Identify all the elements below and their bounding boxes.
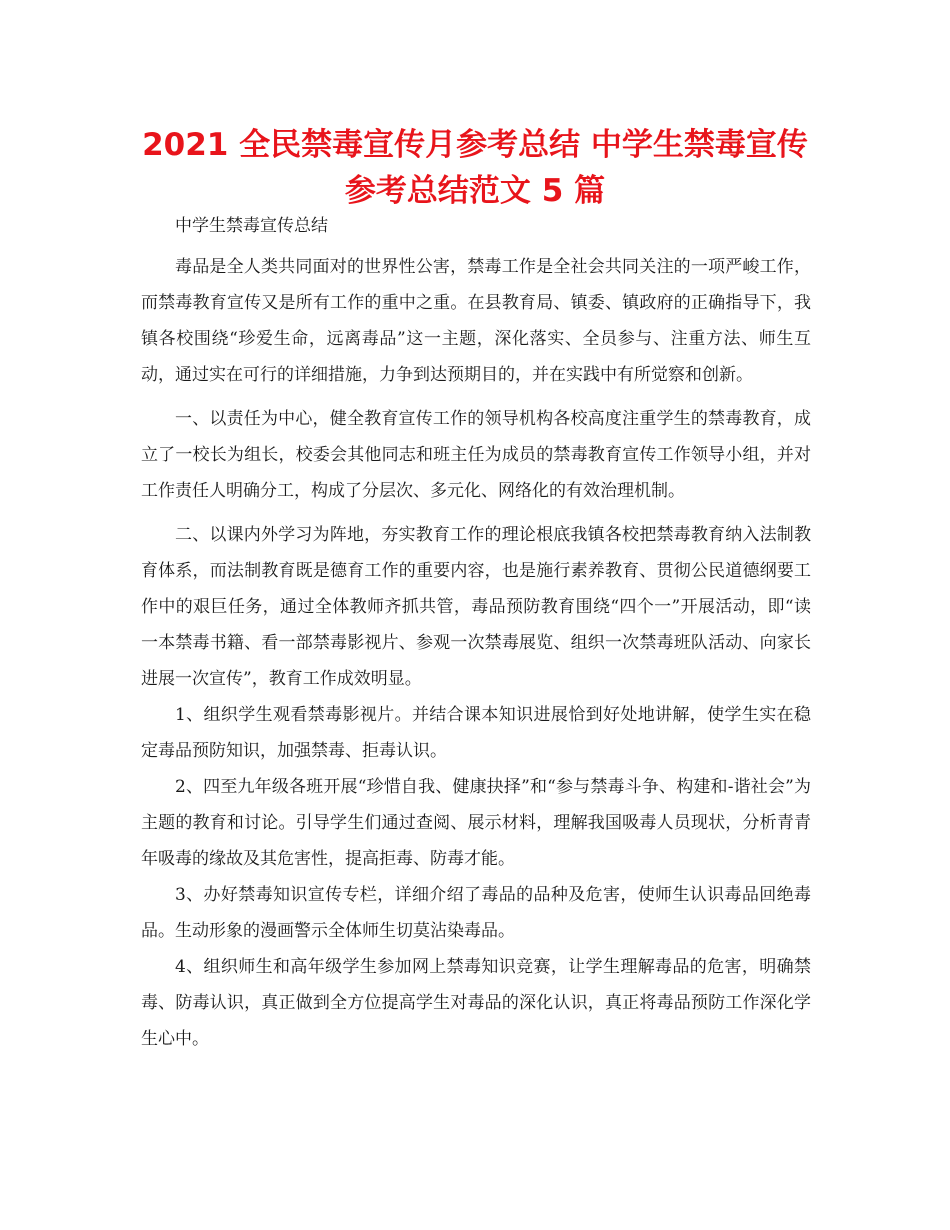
paragraph-section-2: 二、以课内外学习为阵地，夯实教育工作的理论根底我镇各校把禁毒教育纳入法制教育体系，而法制教育既是德育工作的重要内容，也是施行素养教育、贯彻公民道德纲要工作中的艰巨任务，通过全体教师齐抓共管，毒品预防教育围绕“四个一”开展活动，即“读一本禁毒书籍、看一部禁毒影视片、参观一次禁毒展览、组织一次禁毒班队活动、向家长进展一次宣传”，教育工作成效明显。	[141, 525, 811, 689]
paragraph-item-2: 2、四至九年级各班开展“珍惜自我、健康抉择”和“参与禁毒斗争、构建和-谐社会”为主题的教育和讨论。引导学生们通过查阅、展示材料，理解我国吸毒人员现状，分析青青年吸毒的缘故及其危害性，提高拒毒、防毒才能。	[141, 777, 811, 869]
title-line-1: 2021 全民禁毒宣传月参考总结 中学生禁毒宣传	[142, 127, 808, 163]
title-line-2: 参考总结范文 5 篇	[344, 173, 606, 209]
section-heading: 中学生禁毒宣传总结	[175, 216, 328, 236]
paragraph-intro: 毒品是全人类共同面对的世界性公害，禁毒工作是全社会共同关注的一项严峻工作，而禁毒教育宣传又是所有工作的重中之重。在县教育局、镇委、镇政府的正确指导下，我镇各校围绕“珍爱生命，远离毒品”这一主题，深化落实、全员参与、注重方法、师生互动，通过实在可行的详细措施，力争到达预期目的，并在实践中有所觉察和创新。	[141, 257, 811, 385]
paragraph-item-4: 4、组织师生和高年级学生参加网上禁毒知识竞赛，让学生理解毒品的危害，明确禁毒、防毒认识，真正做到全方位提高学生对毒品的深化认识，真正将毒品预防工作深化学生心中。	[141, 957, 811, 1049]
paragraph-section-1: 一、以责任为中心，健全教育宣传工作的领导机构各校高度注重学生的禁毒教育，成立了一校长为组长，校委会其他同志和班主任为成员的禁毒教育宣传工作领导小组，并对工作责任人明确分工，构成了分层次、多元化、网络化的有效治理机制。	[141, 409, 811, 501]
paragraph-item-1: 1、组织学生观看禁毒影视片。并结合课本知识进展恰到好处地讲解，使学生实在稳定毒品预防知识，加强禁毒、拒毒认识。	[141, 705, 811, 761]
document-body	[141, 215, 811, 1057]
document-title	[120, 122, 830, 214]
paragraph-item-3: 3、办好禁毒知识宣传专栏，详细介绍了毒品的品种及危害，使师生认识毒品回绝毒品。生动形象的漫画警示全体师生切莫沾染毒品。	[141, 885, 811, 941]
